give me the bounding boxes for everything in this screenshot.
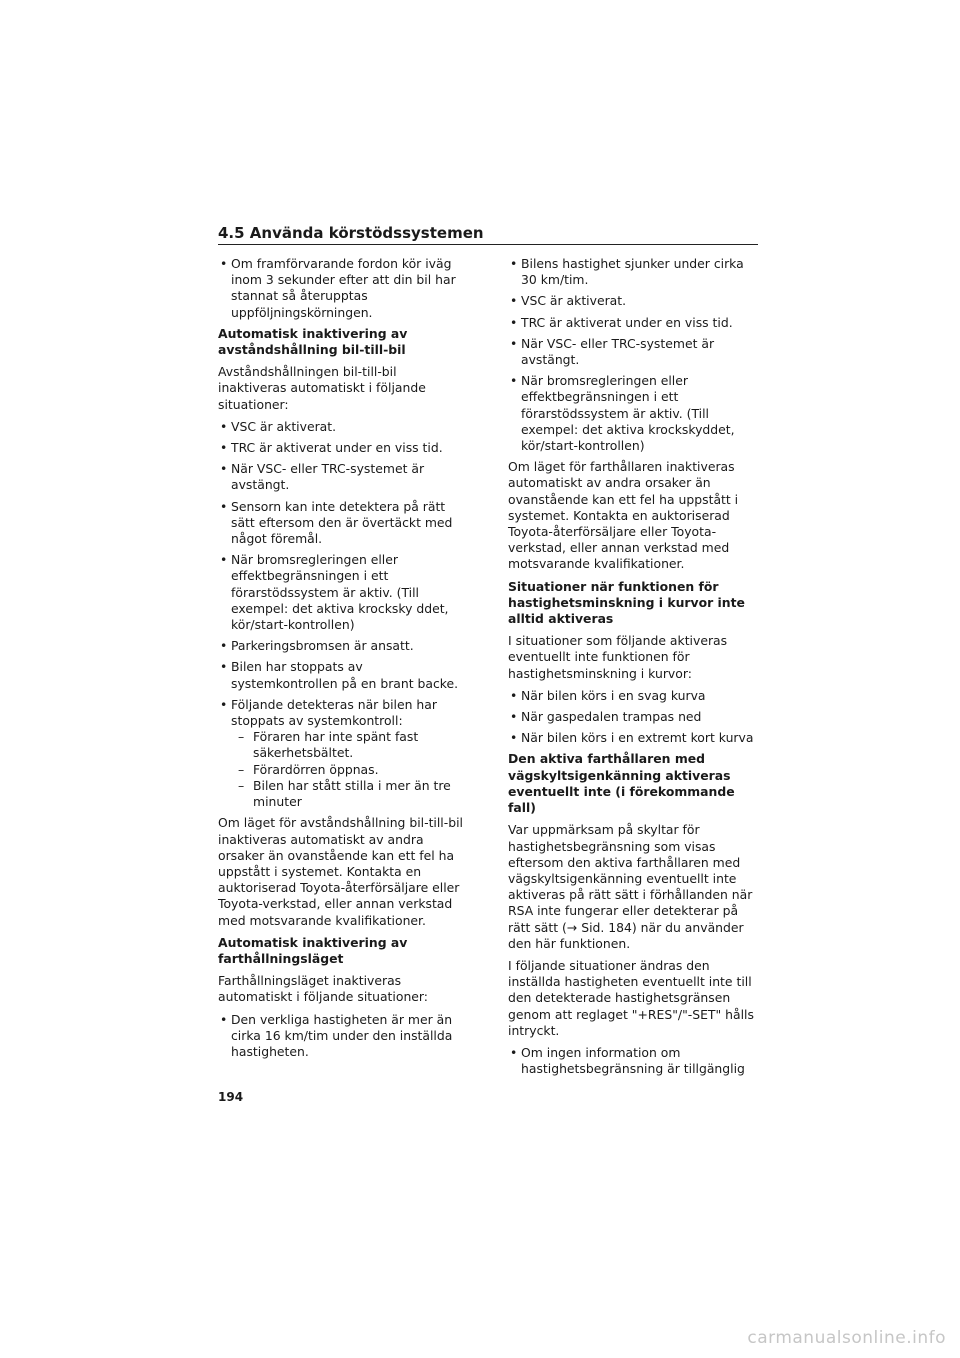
list-item: • Följande detekteras när bilen har stoppats av systemkontroll: – Föraren har inte spänt fast säkerhetsbältet. – Förardörren öppnas. – Bilen har stått stilla i mer än tre minuter	[218, 697, 468, 810]
paragraph: Om läget för avståndshållning bil-till-bil inaktiveras automatiskt av andra orsaker än ovanstående kan ett fel ha uppstått i systemet. Kontakta en auktoriserad Toyota-återförsäljare eller Toyota-verkstad, eller annan verkstad med motsvarande kvalifikationer.	[218, 815, 463, 928]
paragraph: Farthållningsläget inaktiveras automatiskt i följande situationer:	[218, 973, 428, 1005]
page-number: 194	[218, 1090, 244, 1104]
sub-list-item: – Förardörren öppnas.	[231, 762, 468, 778]
list-item: • VSC är aktiverat.	[218, 419, 468, 435]
paragraph: I situationer som följande aktiveras eventuellt inte funktionen för hastighetsminskning i kurvor:	[508, 633, 728, 681]
subheading: Automatisk inaktivering av farthållningsläget	[218, 934, 408, 966]
subheading: Situationer när funktionen för hastighetsminskning i kurvor inte alltid aktiveras	[508, 578, 745, 627]
list-item: • TRC är aktiverat under en viss tid.	[218, 440, 468, 456]
list-item: • Sensorn kan inte detektera på rätt sätt eftersom den är övertäckt med något föremål.	[218, 499, 468, 548]
left-column	[218, 256, 468, 1065]
page-header	[218, 224, 758, 245]
sub-list	[231, 729, 468, 810]
right-column	[508, 256, 758, 1082]
list-item: • När bromsregleringen eller effektbegränsningen i ett förarstödssystem är aktiv. (Till exempel: det aktiva krocksky ddet, kör/start-kontrollen)	[218, 552, 468, 633]
list-item: • Om ingen information om hastighetsbegränsning är tillgänglig	[508, 1045, 758, 1077]
list-item: • När VSC- eller TRC-systemet är avstängt.	[508, 336, 758, 368]
section-title: 4.5 Använda körstödssystemen	[218, 224, 484, 242]
list-item: • När VSC- eller TRC-systemet är avstängt.	[218, 461, 468, 493]
list-item: • När bromsregleringen eller effektbegränsningen i ett förarstödssystem är aktiv. (Till exempel: det aktiva krockskyddet, kör/start-kontrollen)	[508, 373, 758, 454]
paragraph: Avståndshållningen bil-till-bil inaktiveras automatiskt i följande situationer:	[218, 364, 426, 412]
subheading: Den aktiva farthållaren med vägskyltsigenkänning aktiveras eventuellt inte (i förekommande fall)	[508, 751, 735, 816]
list-item: • TRC är aktiverat under en viss tid.	[508, 315, 758, 331]
paragraph: Om läget för farthållaren inaktiveras automatiskt av andra orsaker än ovanstående kan ett fel ha uppstått i systemet. Kontakta en auktoriserad Toyota-återförsäljare eller Toyota-verkstad, eller annan verkstad med motsvarande kvalifikationer.	[508, 459, 739, 572]
list-item: • Parkeringsbromsen är ansatt.	[218, 638, 468, 654]
watermark-text: carmanualsonline.info	[747, 1328, 946, 1348]
list-item: • Den verkliga hastigheten är mer än cirka 16 km/tim under den inställda hastigheten.	[218, 1012, 468, 1061]
paragraph: I följande situationer ändras den inställda hastigheten eventuellt inte till den detekterade hastighetsgränsen genom att reglaget "+RES"/"-SET" hålls intryckt.	[508, 957, 754, 1038]
list-item: • När bilen körs i en svag kurva	[508, 688, 758, 704]
list-item: • När gaspedalen trampas ned	[508, 709, 758, 725]
list-item: • Bilens hastighet sjunker under cirka 30 km/tim.	[508, 256, 758, 288]
paragraph: Var uppmärksam på skyltar för hastighetsbegränsning som visas eftersom den aktiva farthållaren med vägskyltsigenkänning eventuellt inte aktiveras på rätt sätt i förhållanden när RSA inte fungerar eller detekterar på rätt sätt (→ Sid. 184) när du använder den här funktionen.	[508, 822, 753, 951]
sub-list-item: – Bilen har stått stilla i mer än tre minuter	[231, 778, 468, 810]
list-item: • VSC är aktiverat.	[508, 293, 758, 309]
list-item: • Bilen har stoppats av systemkontrollen på en brant backe.	[218, 659, 468, 691]
sub-list-item: – Föraren har inte spänt fast säkerhetsbältet.	[231, 729, 468, 761]
subheading: Automatisk inaktivering av avståndshållning bil-till-bil	[218, 325, 408, 358]
list-item: • Om framförvarande fordon kör iväg inom 3 sekunder efter att din bil har stannat så återupptas uppföljningskörningen.	[218, 256, 468, 321]
list-item: • När bilen körs i en extremt kort kurva	[508, 730, 758, 746]
